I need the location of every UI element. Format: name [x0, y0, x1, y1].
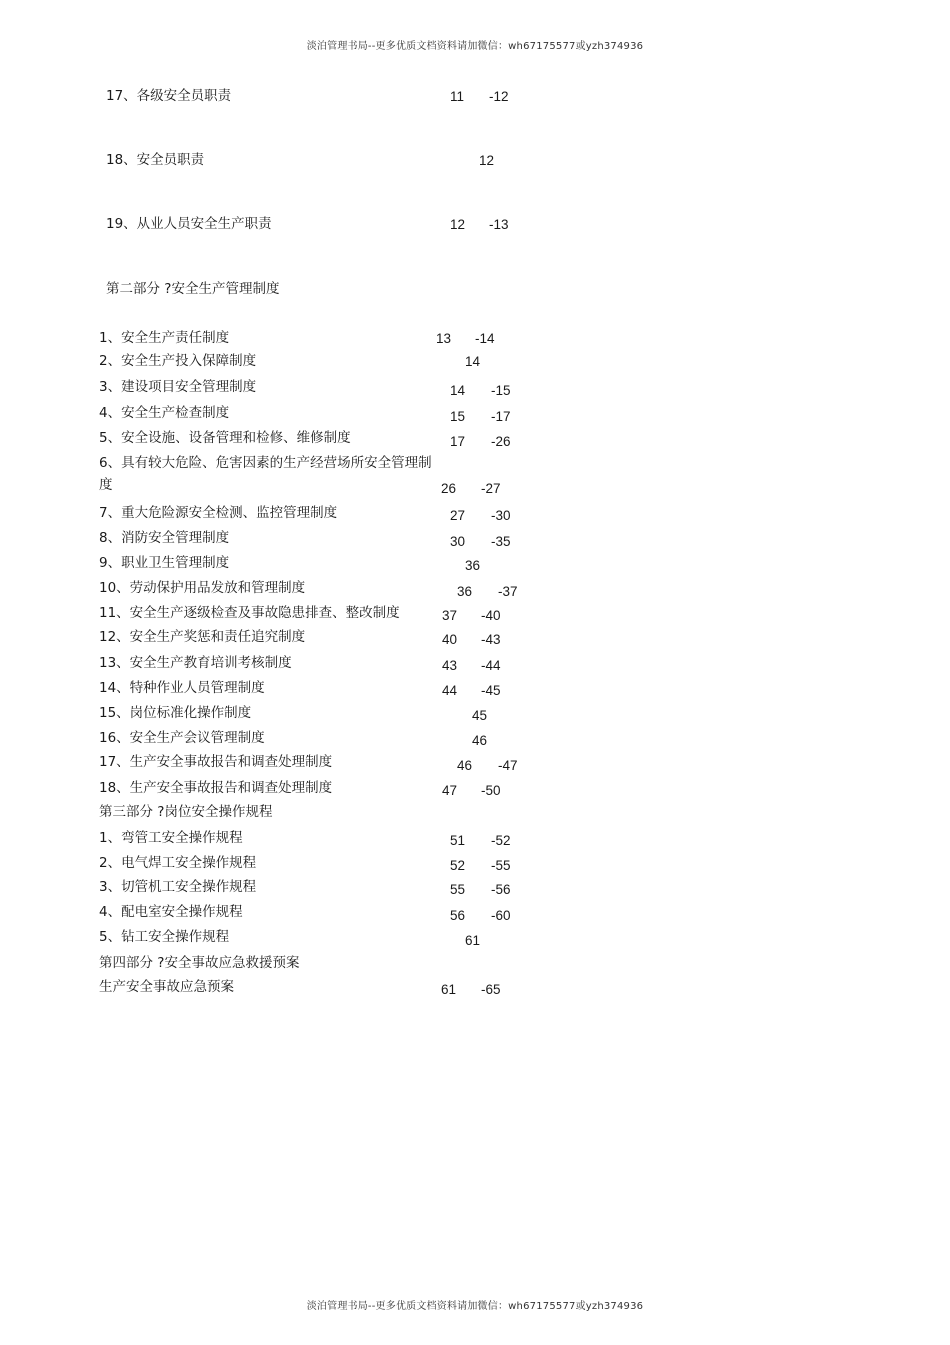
- toc-entry-title: 16、安全生产会议管理制度: [99, 730, 265, 746]
- toc-entry-page-to: -60: [491, 908, 511, 923]
- page-footer-note: 淡泊管理书局--更多优质文档资料请加微信：wh67175577或yzh374936: [306, 1301, 644, 1312]
- toc-entry-page-to: -50: [481, 783, 501, 798]
- toc-entry-page-to: -44: [481, 658, 501, 673]
- toc-entry-page-to: -56: [491, 882, 511, 897]
- toc-entry-page-from: 52: [450, 858, 466, 873]
- toc-entry-title: 6、具有较大危险、危害因素的生产经营场所安全管理制: [99, 455, 432, 471]
- toc-entry-title: 14、特种作业人员管理制度: [99, 680, 265, 696]
- toc-entry-title: 17、生产安全事故报告和调查处理制度: [99, 754, 333, 770]
- section-heading: 第三部分 ?岗位安全操作规程: [99, 804, 273, 820]
- toc-entry-page-from: 37: [442, 608, 458, 623]
- toc-entry-title: 2、安全生产投入保障制度: [99, 353, 257, 369]
- toc-entry-page-to: -27: [481, 481, 501, 496]
- toc-entry-page-to: -14: [475, 331, 495, 346]
- toc-entry-title: 18、生产安全事故报告和调查处理制度: [99, 780, 333, 796]
- toc-entry-title: 8、消防安全管理制度: [99, 530, 230, 546]
- toc-entry-page-to: -40: [481, 608, 501, 623]
- toc-entry-page-from: 12: [479, 153, 495, 168]
- toc-entry-title: 3、建设项目安全管理制度: [99, 379, 257, 395]
- toc-entry-title: 3、切管机工安全操作规程: [99, 879, 257, 895]
- toc-entry-page-to: -37: [498, 584, 518, 599]
- toc-entry-page-from: 55: [450, 882, 466, 897]
- toc-entry-page-from: 61: [465, 933, 481, 948]
- page-header-note: 淡泊管理书局--更多优质文档资料请加微信：wh67175577或yzh374936: [306, 41, 644, 52]
- toc-entry-page-to: -15: [491, 383, 511, 398]
- toc-entry-title: 1、安全生产责任制度: [99, 330, 230, 346]
- toc-entry-page-to: -43: [481, 632, 501, 647]
- toc-entry-page-to: -52: [491, 833, 511, 848]
- toc-entry-page-to: -35: [491, 534, 511, 549]
- toc-entry-page-to: -26: [491, 434, 511, 449]
- toc-entry-page-from: 40: [442, 632, 458, 647]
- toc-entry-page-from: 14: [450, 383, 466, 398]
- toc-entry-title: 7、重大危险源安全检测、监控管理制度: [99, 505, 338, 521]
- toc-entry-page-from: 46: [472, 733, 488, 748]
- toc-entry-page-to: -45: [481, 683, 501, 698]
- toc-entry-title: 15、岗位标准化操作制度: [99, 705, 252, 721]
- toc-entry-page-to: -13: [489, 217, 509, 232]
- toc-entry-page-from: 11: [450, 89, 465, 104]
- toc-entry-page-to: -47: [498, 758, 518, 773]
- toc-entry-page-from: 26: [441, 481, 457, 496]
- toc-entry-title: 1、弯管工安全操作规程: [99, 830, 243, 846]
- section-heading: 第二部分 ?安全生产管理制度: [106, 281, 280, 297]
- toc-entry-page-from: 45: [472, 708, 488, 723]
- toc-entry-page-from: 46: [457, 758, 473, 773]
- toc-entry-title: 5、安全设施、设备管理和检修、维修制度: [99, 430, 351, 446]
- toc-entry-page-from: 30: [450, 534, 466, 549]
- toc-entry-title: 19、从业人员安全生产职责: [106, 216, 272, 232]
- toc-entry-page-from: 17: [450, 434, 466, 449]
- toc-entry-title-continued: 度: [99, 477, 113, 493]
- toc-entry-page-from: 43: [442, 658, 458, 673]
- toc-entry-page-to: -30: [491, 508, 511, 523]
- toc-entry-title: 11、安全生产逐级检查及事故隐患排查、整改制度: [99, 605, 400, 621]
- toc-entry-page-from: 14: [465, 354, 481, 369]
- toc-entry-page-to: -12: [489, 89, 509, 104]
- toc-entry-page-from: 51: [450, 833, 466, 848]
- toc-entry-page-from: 44: [442, 683, 458, 698]
- toc-entry-title: 18、安全员职责: [106, 152, 205, 168]
- toc-entry-title: 生产安全事故应急预案: [99, 979, 234, 995]
- toc-entry-page-from: 15: [450, 409, 466, 424]
- toc-entry-page-from: 12: [450, 217, 466, 232]
- section-heading: 第四部分 ?安全事故应急救援预案: [99, 955, 300, 971]
- toc-entry-title: 5、钻工安全操作规程: [99, 929, 230, 945]
- toc-entry-page-from: 36: [457, 584, 473, 599]
- toc-entry-title: 4、配电室安全操作规程: [99, 904, 243, 920]
- toc-entry-page-from: 56: [450, 908, 466, 923]
- toc-entry-page-to: -55: [491, 858, 511, 873]
- toc-entry-title: 17、各级安全员职责: [106, 88, 232, 104]
- toc-entry-page-from: 13: [436, 331, 452, 346]
- toc-entry-page-from: 36: [465, 558, 481, 573]
- toc-entry-title: 2、电气焊工安全操作规程: [99, 855, 257, 871]
- toc-entry-title: 10、劳动保护用品发放和管理制度: [99, 580, 306, 596]
- toc-entry-title: 12、安全生产奖惩和责任追究制度: [99, 629, 306, 645]
- toc-entry-title: 4、安全生产检查制度: [99, 405, 230, 421]
- toc-entry-page-to: -17: [491, 409, 511, 424]
- toc-entry-page-from: 47: [442, 783, 458, 798]
- toc-entry-page-to: -65: [481, 982, 501, 997]
- toc-entry-page-from: 27: [450, 508, 466, 523]
- toc-entry-page-from: 61: [441, 982, 457, 997]
- toc-entry-title: 9、职业卫生管理制度: [99, 555, 230, 571]
- toc-entry-title: 13、安全生产教育培训考核制度: [99, 655, 292, 671]
